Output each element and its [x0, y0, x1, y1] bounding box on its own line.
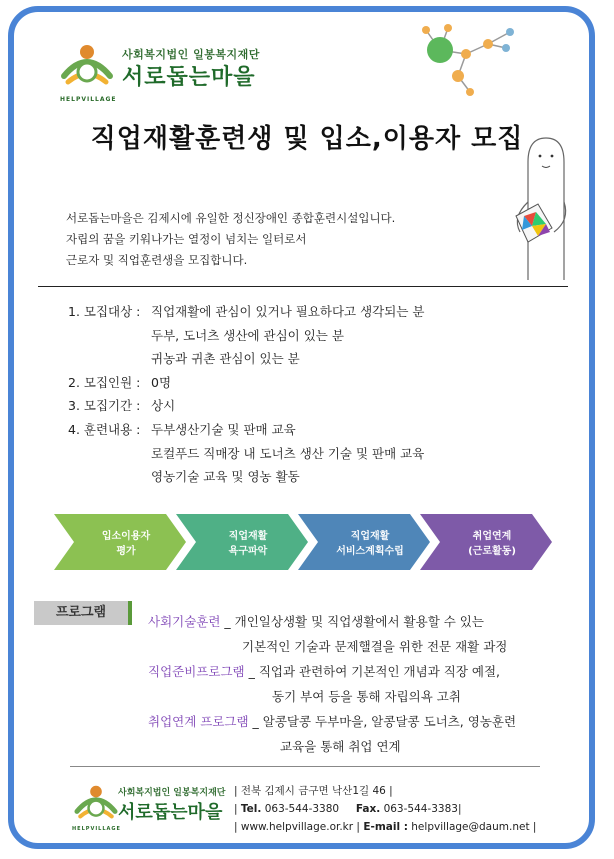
- web-email-line: [234, 818, 536, 836]
- indent: [68, 347, 151, 371]
- logo-title: 서로돕는마을: [122, 65, 256, 90]
- process-step-1-line1: 입소이용자: [101, 531, 151, 542]
- tel-number: 063-544-3380: [264, 803, 340, 815]
- process-step-3-line2: 서비스계획수립: [336, 546, 404, 557]
- logo-emblem-icon: [58, 38, 116, 96]
- recruit-continuation: [68, 347, 424, 371]
- fax-number: 063-544-3383|: [383, 803, 462, 815]
- intro-text: [66, 208, 395, 271]
- molecule-decoration-icon: [418, 22, 528, 102]
- tel-label: Tel.: [240, 803, 262, 815]
- program-desc: 개인일상생활 및 직업생활에서 활용할 수 있는: [234, 614, 484, 629]
- recruit-continuation: [68, 324, 424, 348]
- program-desc: 알콩달콩 두부마을, 알콩달콩 도너츠, 영농훈련: [262, 714, 517, 729]
- address: | 전북 김제시 금구면 낙산1길 46 |: [234, 785, 393, 797]
- program-desc-cont: 교육을 통해 취업 연계: [280, 739, 401, 754]
- recruit-continuation: [68, 465, 424, 489]
- recruit-label: 4. 훈련내용 :: [68, 421, 141, 437]
- recruit-value: 로컬푸드 직매장 내 도너츠 생산 기술 및 판매 교육: [151, 445, 425, 461]
- process-step-4-line1: 취업연계: [472, 531, 512, 542]
- program-desc: 직업과 관련하여 기본적인 개념과 직장 예절,: [258, 664, 501, 679]
- process-step-4-shape: [420, 514, 552, 570]
- email-link[interactable]: helpvillage@daum.net |: [411, 821, 537, 833]
- process-flow: [54, 514, 554, 570]
- phone-fax-line: [234, 800, 536, 818]
- intro-line: 근로자 및 직업훈련생을 모집합니다.: [66, 253, 248, 267]
- process-step-2-line1: 직업재활: [228, 531, 268, 542]
- footer-logo-title: 서로돕는마을: [118, 802, 223, 823]
- email-label: E-mail :: [363, 821, 408, 833]
- program-desc-cont: 동기 부여 등을 통해 자립의욕 고취: [272, 689, 461, 704]
- divider: [38, 286, 568, 287]
- recruit-value: 직업재활에 관심이 있거나 필요하다고 생각되는 분: [151, 304, 425, 319]
- program-sep: _: [220, 614, 235, 629]
- page-title: 직업재활훈련생 및 입소,이용자 모집: [90, 124, 524, 154]
- recruit-label: 3. 모집기간 :: [68, 398, 141, 414]
- recruit-value: 귀농과 귀촌 관심이 있는 분: [151, 351, 300, 367]
- pipe: |: [234, 803, 241, 815]
- recruit-value: 두부생산기술 및 판매 교육: [151, 421, 296, 437]
- intro-line: 자립의 꿈을 키워나가는 열정이 넘치는 일터로서: [66, 232, 307, 246]
- intro-line: 서로돕는마을은 김제시에 유일한 정신장애인 종합훈련시설입니다.: [66, 211, 396, 225]
- website-link[interactable]: | www.helpvillage.or.kr |: [234, 821, 360, 833]
- indent: [68, 442, 151, 466]
- recruit-label: 2. 모집인원 :: [68, 374, 141, 390]
- recruit-continuation: [68, 442, 424, 466]
- program-item: [148, 712, 516, 730]
- program-title: 직업준비프로그램: [148, 664, 245, 679]
- program-sep: _: [244, 664, 259, 679]
- indent: [68, 324, 151, 348]
- logo-tagline: HELPVILLAGE: [60, 96, 117, 103]
- process-step-3-line1: 직업재활: [350, 531, 390, 542]
- recruit-period-row: [68, 394, 424, 418]
- indent: [68, 465, 151, 489]
- logo-subtitle: 사회복지법인 일봉복지재단: [122, 48, 260, 61]
- recruit-value: 영농기술 교육 및 영농 활동: [151, 469, 300, 485]
- process-step-2-line2: 욕구파악: [228, 546, 268, 557]
- recruit-label: 1. 모집대상 :: [68, 304, 141, 319]
- process-step-4-line2: (근로활동): [468, 546, 516, 557]
- program-section-label: 프로그램: [34, 601, 132, 625]
- footer-logo-emblem-icon: [72, 780, 120, 828]
- footer-divider: [70, 766, 540, 767]
- program-desc-cont: 기본적인 기술과 문제핼결을 위한 전문 재활 과정: [242, 639, 508, 654]
- recruit-target-row: [68, 300, 424, 324]
- recruit-count-row: [68, 371, 424, 395]
- recruit-value: 상시: [151, 398, 176, 414]
- footer-logo-subtitle: 사회복지법인 일봉복지재단: [118, 788, 226, 798]
- process-step-1-shape: [54, 514, 186, 570]
- program-sep: _: [248, 714, 263, 729]
- fax-label: Fax.: [355, 803, 381, 815]
- person-holding-cube-illustration: [498, 132, 576, 282]
- process-step-3-shape: [298, 514, 430, 570]
- program-title: 취업연계 프로그램: [148, 714, 249, 729]
- contact-info: [234, 782, 536, 836]
- program-title: 사회기술훈련: [148, 614, 221, 629]
- footer-logo-tagline: HELPVILLAGE: [72, 826, 121, 832]
- recruit-value: 두부, 도너츠 생산에 관심이 있는 분: [151, 327, 344, 343]
- process-step-1-line2: 평가: [116, 546, 136, 557]
- recruit-value: 0명: [151, 374, 172, 390]
- program-item: [148, 662, 500, 680]
- process-step-2-shape: [176, 514, 308, 570]
- recruitment-details: [68, 300, 424, 489]
- program-item: [148, 612, 484, 630]
- recruit-training-row: [68, 418, 424, 442]
